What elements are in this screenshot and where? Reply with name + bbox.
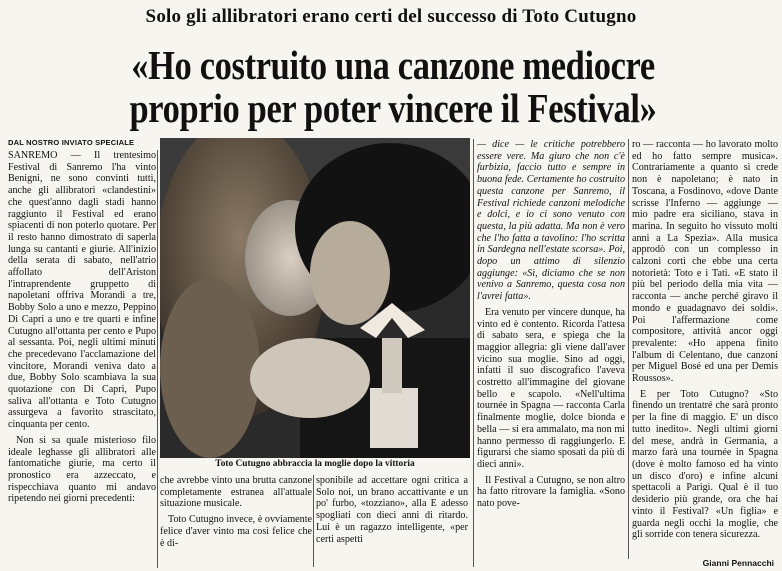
paragraph: che avrebbe vinto una brutta canzone completamente estranea all'attuale situazione musicale. [160, 475, 312, 510]
photo-image [160, 138, 470, 458]
article-column-5 [632, 139, 778, 557]
photo [160, 138, 470, 458]
headline-line-2: proprio per poter vincere il Festival» [129, 85, 657, 131]
paragraph: Toto Cutugno invece, è ovviamente felice d'aver vinto ma così felice che è di- [160, 514, 312, 549]
column-divider [157, 150, 158, 568]
kicker: Solo gli allibratori erano certi del successo di Toto Cutugno [145, 6, 637, 27]
photo-caption: Toto Cutugno abbraccia la moglie dopo la vittoria [215, 459, 415, 469]
paragraph: SANREMO — Il trentesimo Festival di Sanremo l'ha vinto Benigni, ne sono convinti tutti, anche gli allibratori «clandestini» che quest'anno dagli stadi hanno raggiunto il Festival ed erano spiacenti di non poterlo quotare. Per il resto hanno dimostrato di saperla lunga su cantanti e giurie. All'inizio della serata di sabato, nell'atrio affollato dell'Ariston l'intraprendente gruppetto di napoletani offriva Morandi a tre, Bobby Solo a uno e mezzo, Peppino Di Capri a uno e tre quarti e infine Cutugno all'ottanta per cento e Pupo al sessanta. Poi, negli ultimi minuti che precedevano l'acclamazione del vincitore, Morandi veniva dato a due, Bobby Solo scambiava la sua quotazione con Di Capri, Pupo saliva all'ottanta e Toto Cutugno assurgeva a favorito strascitato, cinquanta per cento. [8, 150, 156, 431]
column-divider [313, 475, 314, 567]
column-divider [473, 139, 474, 567]
column-divider [628, 139, 629, 559]
paragraph: — dice — le critiche potrebbero essere vere. Ma giuro che non c'è furbizia, faccio tutto e sempre in buona fede. Certamente ho costruito questa canzone per Sanremo, il Festival richiede canzoni melodiche e dolci, e io ci sono venuto con questa, la più adatta. Ma non è vero che l'ho fatta a tavolino: l'ho scritta in Sardegna nell'estate scorsa». Poi, dopo un attimo di silenzio aggiunge: «Sì, diciamo che se non venivo a Sanremo, questa cosa non l'avrei fatta». [477, 139, 625, 303]
headline-line-1: «Ho costruito una canzone mediocre [131, 42, 655, 88]
headline [70, 44, 717, 130]
paragraph: E per Toto Cutugno? «Sto finendo un trentatré che sarà pronto per la fine di maggio. E' un disco tutto inedito». Negli ultimi giorni del mese, andrà in Germania, a marzo farà una tournée in Spagna (dove è molto famoso ed ha vinto un disco d'oro) e infine alcuni spettacoli a Parigi. Qual è il tuo desiderio più grande, ora che hai vinto il Festival? «Un figlia» e guarda negli occhi la moglie, che gli sorride con tenera sicurezza. [632, 388, 778, 541]
author-signature: Gianni Pennacchi [702, 558, 774, 568]
paragraph: ro — racconta — ho lavorato molto ed ho fatto sempre musica». Contrariamente a quanto si crede non è napoletano; è nato in Toscana, a Fosdinovo, «dove Dante scrisse l'Inferno — aggiunge — mio padre era siciliano, stava in marina. In seguito ho vissuto molti anni a La Spezia». Alla musica approdò con un complesso in calzoni corti che ebbe una certa notorietà: Toto e i Tati. «E stato il più bel periodo della mia vita — racconta — anche perché giravo il mondo e guadagnavo dei soldi». Poi l'affermazione come compositore, attività ancor oggi prevalente: «Ho appena finito l'album di Celentano, due canzoni per Miguel Bosé ed una per Demis Roussos». [632, 139, 778, 385]
paragraph: sponibile ad accettare ogni critica a Solo noi, un brano accattivante e un po' furbo, «tozziano», alla E adesso spogliati con dieci anni di ritardo. Lui è un ragazzo intelligente, «per certi aspetti [316, 475, 468, 545]
article-column-3 [316, 475, 468, 567]
paragraph: Il Festival a Cutugno, se non altro ha fatto ritrovare la famiglia. «Sono nato pove- [477, 474, 625, 510]
paragraph: Non si sa quale misterioso filo ideale leghasse gli allibratori alle fantomatiche giurie, ma certo il pronostico era azzeccato, e rispecchiava quanto mi andavo ripetendo nei giorni precedenti: [8, 434, 156, 505]
article-column-4 [477, 139, 625, 563]
article-column-1 [8, 150, 156, 570]
byline: DAL NOSTRO INVIATO SPECIALE [8, 138, 135, 147]
article-column-2 [160, 475, 312, 567]
paragraph: Era venuto per vincere dunque, ha vinto ed è contento. Ricorda l'attesa di sabato sera, e spiega che la maggior allegria: gli viene dall'aver vicino sua moglie. Sino ad oggi, infatti il suo discografico l'aveva costretto all'immagine del giovane bello e scapolo. «Nell'ultima tournée in Spagna — racconta Carla finalmente moglie, dolce bionda e bella — si era ammalato, ma non mi hanno permesso di raggiungerlo. E figurarsi che siamo sposati da più di dieci anni». [477, 306, 625, 470]
